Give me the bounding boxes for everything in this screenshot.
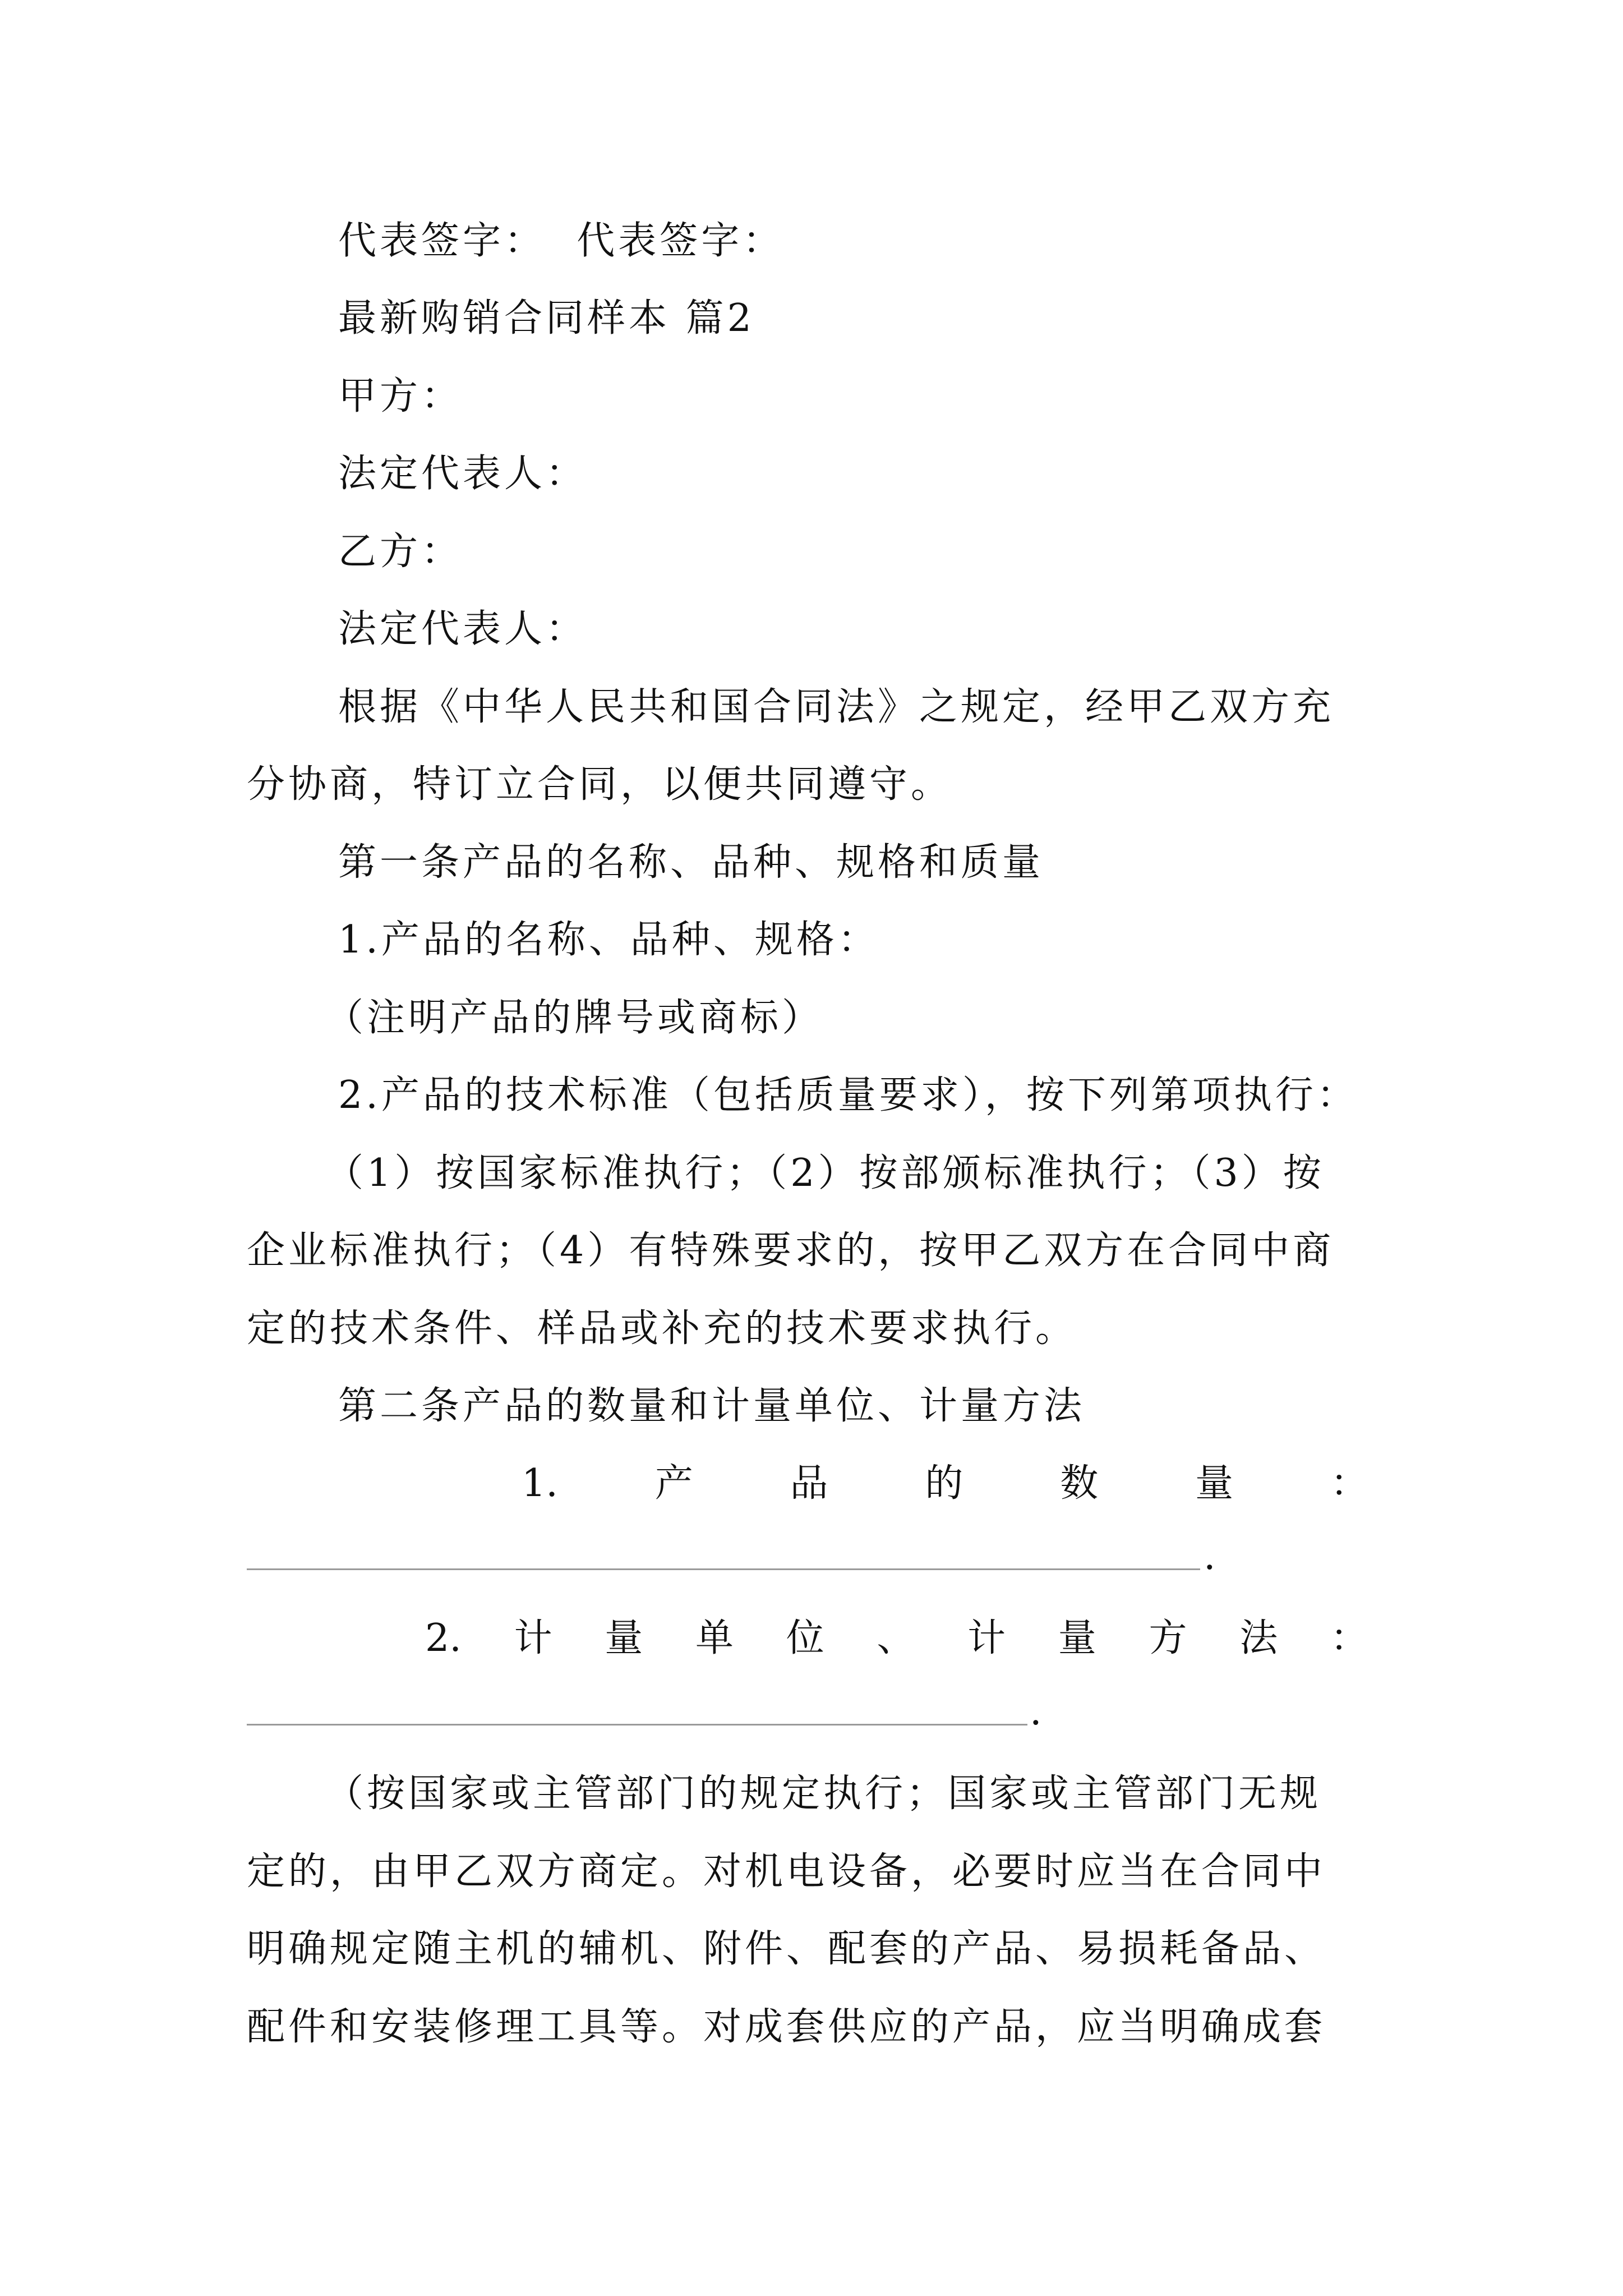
unit-method-label-part: 法 — [1239, 1616, 1278, 1660]
quantity-blank — [247, 1568, 1200, 1570]
unit-method-label-part: 计 — [514, 1616, 552, 1660]
unit-method-label-part: 2. — [425, 1616, 462, 1660]
quantity-label-part: 数 — [1060, 1461, 1099, 1506]
unit-method-blank — [247, 1724, 1027, 1726]
unit-method-label-part: 计 — [967, 1616, 1006, 1660]
preamble-line-1: 根据《中华人民共和国合同法》之规定，经甲乙双方充 — [338, 685, 1335, 729]
preamble-line-2: 分协商，特订立合同，以便共同遵守。 — [247, 762, 953, 807]
article-1-note: （注明产品的牌号或商标） — [325, 996, 824, 1040]
quantity-label-part: 1. — [522, 1461, 558, 1506]
quantity-label-part: 品 — [790, 1461, 828, 1506]
quantity-label-part: 的 — [925, 1461, 963, 1506]
party-b-representative: 法定代表人： — [338, 607, 588, 651]
unit-method-label-part: 位 — [786, 1616, 824, 1660]
quantity-label — [522, 1458, 1368, 1509]
quantity-label-part: ： — [1330, 1461, 1368, 1506]
unit-method-label-part: ： — [1330, 1616, 1368, 1660]
provision-line-3: 明确规定随主机的辅机、附件、配套的产品、易损耗备品、 — [247, 1927, 1326, 1971]
quantity-label-part: 量 — [1195, 1461, 1234, 1506]
unit-method-label-part: 量 — [1058, 1616, 1096, 1660]
provision-line-4: 配件和安装修理工具等。对成套供应的产品，应当明确成套 — [247, 2005, 1326, 2049]
article-1-item-1: 1.产品的名称、品种、规格： — [338, 918, 879, 962]
provision-line-2: 定的，由甲乙双方商定。对机电设备，必要时应当在合同中 — [247, 1849, 1326, 1894]
unit-method-label-part: 单 — [695, 1616, 734, 1660]
standards-line-2: 企业标准执行；（4）有特殊要求的，按甲乙双方在合同中商 — [247, 1228, 1335, 1273]
provision-line-1: （按国家或主管部门的规定执行；国家或主管部门无规 — [325, 1772, 1322, 1816]
signature-line: 代表签字： 代表签字： — [338, 219, 785, 263]
standards-line-1: （1）按国家标准执行；（2）按部颁标准执行；（3）按 — [325, 1151, 1325, 1195]
quantity-period: . — [1204, 1534, 1216, 1579]
unit-method-period: . — [1030, 1690, 1042, 1734]
party-b-label: 乙方： — [338, 530, 463, 574]
article-2-heading: 第二条产品的数量和计量单位、计量方法 — [338, 1384, 1086, 1428]
unit-method-label-part: 量 — [605, 1616, 643, 1660]
unit-method-label-part: 方 — [1149, 1616, 1187, 1660]
quantity-label-part: 产 — [654, 1461, 693, 1506]
party-a-label: 甲方： — [338, 374, 463, 418]
party-a-representative: 法定代表人： — [338, 452, 588, 496]
section-title: 最新购销合同样本 篇2 — [338, 296, 755, 341]
article-1-heading: 第一条产品的名称、品种、规格和质量 — [338, 840, 1044, 885]
standards-line-3: 定的技术条件、样品或补充的技术要求执行。 — [247, 1306, 1077, 1351]
article-1-item-2: 2.产品的技术标准（包括质量要求），按下列第项执行： — [338, 1073, 1358, 1117]
unit-method-label-part: 、 — [877, 1616, 915, 1660]
unit-method-label — [425, 1613, 1368, 1664]
